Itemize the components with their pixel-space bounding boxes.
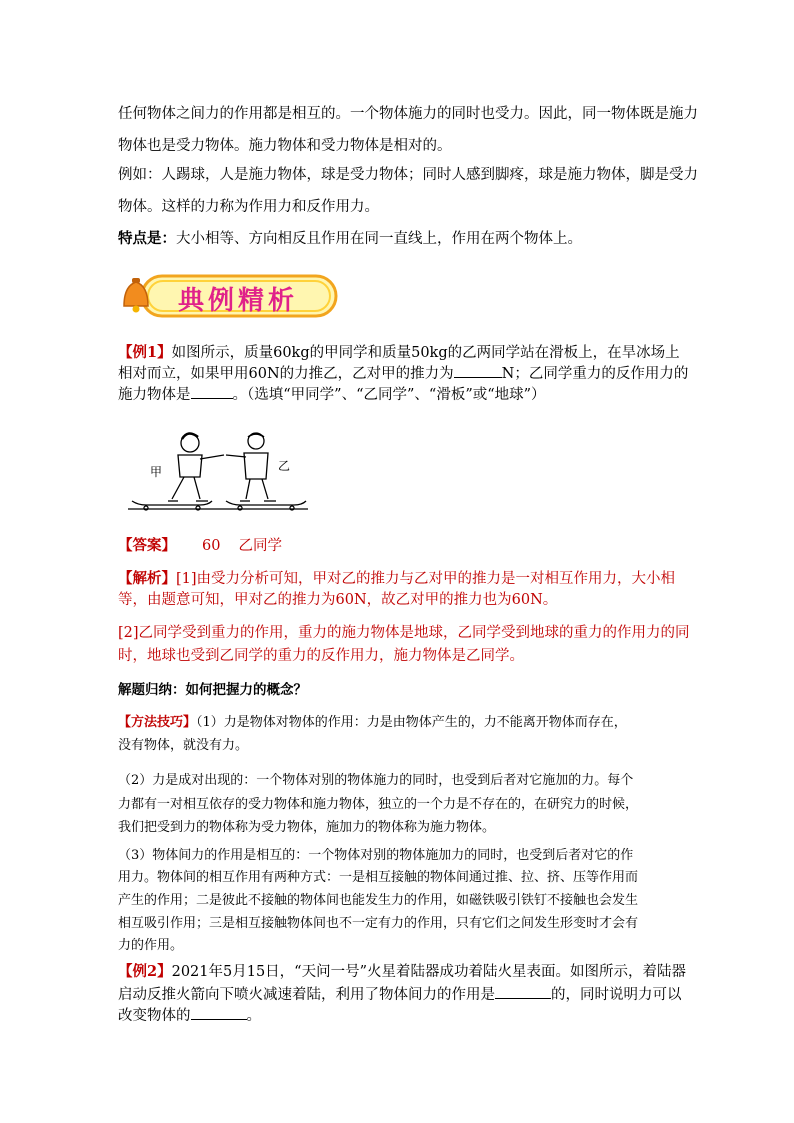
method-line-6: （3）物体间力的作用是相互的：一个物体对别的物体施加力的同时，也受到后者对它的作: [118, 848, 634, 863]
example2-q2b: 的，同时说明力可以: [551, 987, 682, 1003]
example1-tag: 【例1】: [118, 344, 172, 361]
analysis-line-4: 时，地球也受到乙同学的重力的反作用力，施力物体是乙同学。: [118, 648, 524, 664]
example1-q2a: 相对而立，如果甲用60N的力推乙，乙对甲的推力为: [118, 366, 454, 382]
label-jia: 甲: [150, 465, 163, 479]
example2-line-3: [118, 1005, 261, 1026]
answer-tag: 【答案】: [118, 537, 176, 554]
analysis-line-2: 等，由题意可知，甲对乙的推力为60N，故乙对甲的推力也为60N。: [118, 592, 558, 608]
example2-q1: 2021年5月15日，“天问一号”火星着陆器成功着陆火星表面。如图所示，着陆器: [171, 964, 686, 980]
method-line-9: 相互吸引作用；三是相互接触物体间也不一定有力的作用，只有它们之间发生形变时才会有: [118, 916, 639, 931]
banner-title: 典例精析: [178, 286, 299, 316]
method-line-7: 用力。物体间的相互作用有两种方式：一是相互接触的物体间通过推、拉、挤、压等作用而: [118, 870, 639, 885]
section-banner: [118, 270, 340, 322]
blank-2[interactable]: [191, 384, 233, 399]
example2-line-1: [118, 962, 686, 982]
feature-line: [118, 229, 582, 249]
blank-3[interactable]: [495, 984, 551, 999]
example1-q3a: 施力物体是: [118, 387, 191, 403]
analysis-tag: 【解析】: [118, 570, 176, 587]
intro-line-4: 物体。这样的力称为作用力和反作用力。: [118, 199, 379, 215]
method-line-8: 产生的作用；二是彼此不接触的物体间也能发生力的作用，如磁铁吸引铁钉不接触也会发生: [118, 893, 639, 908]
intro-line-2: 物体也是受力物体。施力物体和受力物体是相对的。: [118, 138, 452, 154]
example2-q3a: 改变物体的: [118, 1008, 191, 1024]
method-m1: （1）力是物体对物体的作用：力是由物体产生的，力不能离开物体而存在，: [196, 715, 627, 730]
method-line-4: 力都有一对相互依存的受力物体和施力物体，独立的一个力是不存在的，在研究力的时候，: [118, 797, 639, 812]
example1-line-2: [118, 363, 688, 384]
example1-q1: 如图所示，质量60kg的甲同学和质量50kg的乙两同学站在滑板上，在旱冰场上: [171, 345, 680, 361]
method-line-5: 我们把受到力的物体称为受力物体，施加力的物体称为施力物体。: [118, 820, 496, 835]
analysis-line-1: [118, 569, 675, 589]
analysis-line-3: [2]乙同学受到重力的作用，重力的施力物体是地球，乙同学受到地球的重力的作用力的同: [118, 625, 690, 641]
method-line-3: （2）力是成对出现的：一个物体对别的物体施力的同时，也受到后者对它施加的力。每个: [118, 773, 634, 788]
method-line-2: 没有物体，就没有力。: [118, 738, 249, 753]
blank-1[interactable]: [454, 363, 502, 378]
method-line-1: [118, 713, 627, 733]
example2-line-2: [118, 984, 682, 1005]
answer-2: 乙同学: [238, 538, 282, 554]
example2-q2a: 启动反推火箭向下喷火减速着陆，利用了物体间力的作用是: [118, 987, 495, 1003]
feature-text: 大小相等、方向相反且作用在同一直线上，作用在两个物体上。: [176, 231, 582, 247]
example1-q2b: N；乙同学重力的反作用力的: [501, 366, 689, 382]
answer-1: 60: [202, 538, 221, 554]
intro-line-1: 任何物体之间力的作用都是相互的。一个物体施力的同时也受力。因此，同一物体既是施力: [118, 106, 698, 122]
skateboard-figure: [128, 425, 308, 517]
analysis-a1: [1]由受力分析可知，甲对乙的推力与乙对甲的推力是一对相互作用力，大小相: [176, 571, 676, 587]
example1-line-3: [118, 384, 546, 405]
method-line-10: 力的作用。: [118, 938, 184, 953]
label-yi: 乙: [278, 459, 291, 473]
feature-label: 特点是：: [118, 230, 176, 247]
blank-4[interactable]: [191, 1005, 247, 1020]
intro-line-3: 例如：人踢球，人是施力物体，球是受力物体；同时人感到脚疼，球是施力物体，脚是受力: [118, 167, 698, 183]
method-tag: 【方法技巧】: [118, 715, 197, 730]
example2-q3b: 。: [246, 1008, 261, 1024]
summary-title: 解题归纳：如何把握力的概念？: [118, 682, 307, 698]
example1-line-1: [118, 343, 680, 363]
example2-tag: 【例2】: [118, 963, 172, 980]
answer-line: [118, 536, 282, 556]
example1-q3b: 。（选填“甲同学”、“乙同学”、“滑板”或“地球”）: [232, 387, 546, 403]
